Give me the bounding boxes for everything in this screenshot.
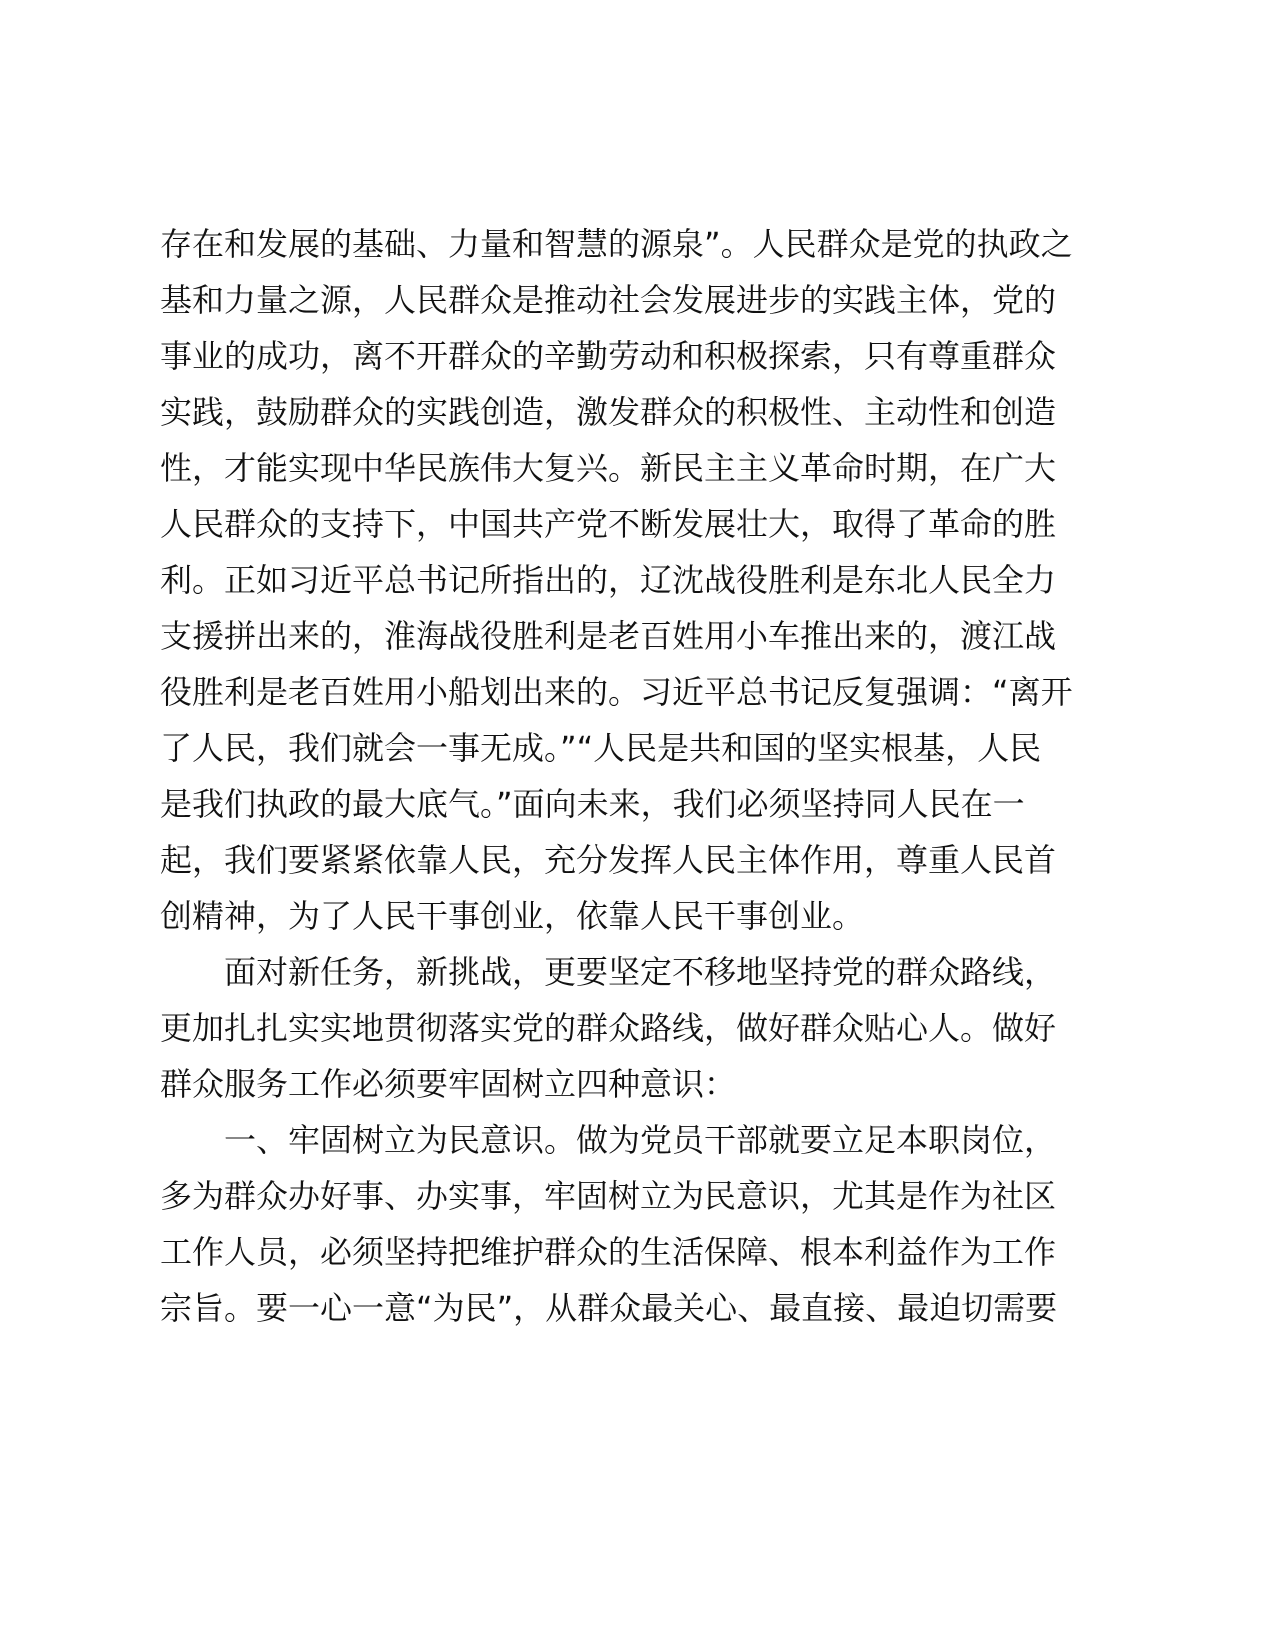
text-line: 支援拼出来的，淮海战役胜利是老百姓用小车推出来的，渡江战 [160,617,1057,655]
text-line: 实践，鼓励群众的实践创造，激发群众的积极性、主动性和创造 [160,393,1057,431]
text-line: 起，我们要紧紧依靠人民，充分发挥人民主体作用，尊重人民首 [160,841,1057,879]
text-line: 性，才能实现中华民族伟大复兴。新民主主义革命时期，在广大 [160,449,1057,487]
body-text [160,216,1120,1336]
text-line: 事业的成功，离不开群众的辛勤劳动和积极探索，只有尊重群众 [160,337,1057,375]
text-line: 存在和发展的基础、力量和智慧的源泉”。人民群众是党的执政之 [160,225,1073,263]
text-line: 役胜利是老百姓用小船划出来的。习近平总书记反复强调：“离开 [160,673,1073,711]
text-line: 工作人员，必须坚持把维护群众的生活保障、根本利益作为工作 [160,1233,1057,1271]
text-line: 宗旨。要一心一意“为民”，从群众最关心、最直接、最迫切需要 [160,1289,1058,1327]
text-line: 更加扎扎实实地贯彻落实党的群众路线，做好群众贴心人。做好 [160,1009,1057,1047]
text-line: 人民群众的支持下，中国共产党不断发展壮大，取得了革命的胜 [160,505,1057,543]
text-line: 是我们执政的最大底气。”面向未来，我们必须坚持同人民在一 [160,785,1025,823]
text-line: 多为群众办好事、办实事，牢固树立为民意识，尤其是作为社区 [160,1177,1057,1215]
text-line: 了人民，我们就会一事无成。”“人民是共和国的坚实根基，人民 [160,729,1042,767]
text-line: 基和力量之源，人民群众是推动社会发展进步的实践主体，党的 [160,281,1057,319]
paragraph-first-line: 面对新任务，新挑战，更要坚定不移地坚持党的群众路线， [224,953,1057,991]
paragraph-first-line: 一、牢固树立为民意识。做为党员干部就要立足本职岗位， [224,1121,1057,1159]
text-line: 利。正如习近平总书记所指出的，辽沈战役胜利是东北人民全力 [160,561,1057,599]
text-line: 创精神，为了人民干事创业，依靠人民干事创业。 [160,897,865,935]
text-line: 群众服务工作必须要牢固树立四种意识： [160,1065,737,1103]
